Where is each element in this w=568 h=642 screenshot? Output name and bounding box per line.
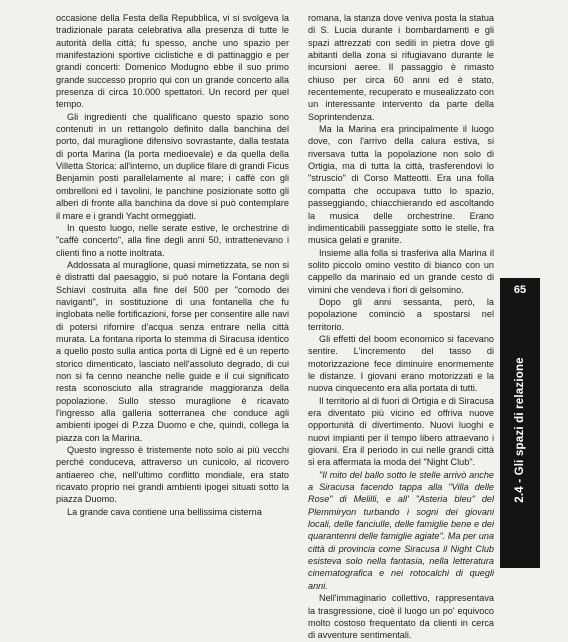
paragraph: Nell'immaginario collettivo, rappresentava la trasgressione, cioè il luogo un po' equivoco molto costoso frequentato da clienti in cerca di avventure sentimentali. bbox=[308, 593, 494, 641]
paragraph: Insieme alla folla si trasferiva alla Marina il solito piccolo omino vestito di bianco con un cappello da marinaio ed un grande cesto di vimini che vendeva i fiori di gelsomino. bbox=[308, 247, 494, 295]
quote-paragraph: "Il mito del ballo sotto le stelle arrivò anche a Siracusa facendo tappa alla "Villa delle Rose" di Melilli, e all' "Asteria bleu" del Plemmiryon turbando i sogni dei giovani locali, delle fanciulle, delle famiglie bene e dei quarantenni delle famiglie agiate". Ma per una città di provincia come Siracusa il Night Club esisteva solo nella fantasia, nella letteratura cinematografica e nei rotocalchi di quegli anni. bbox=[308, 469, 494, 591]
paragraph: Ma la Marina era principalmente il luogo dove, con l'arrivo della calura estiva, si riversava tutta la popolazione non solo di Ortigia, ma di tutta la città, trasferendovi lo "struscio" di Corso Matteotti. Era una folla compatta che occupava tutto lo spazio, passeggiando, chiacchierando ed ascoltando la musica delle orchestrine. Erano indimenticabili passeggiate sotto le stelle, fra musica gelati e granite. bbox=[308, 124, 494, 246]
paragraph: Addossata al muraglione, quasi mimetizzata, se non si è distratti dal paesaggio, si può notare la Fontana degli Schiavi costruita alla fine del 500 per "comodo dei naviganti", in sostituzione di una fontanella che fu inglobata nelle fortificazioni, forse per consentire alle navi di potersi rifornire d'acqua senza entrare nella città murata. La fontana riporta lo stemma di Siracusa identico a quello posto sulla antica porta di Lignè ed è un reperto storico dimenticato, lasciato nell'assoluto degrado, di cui non si fa cenno neanche nelle guide e il cui significato resta sconosciuto alla stragrande maggioranza della popolazione. Sullo stesso muraglione è ricavato l'ingresso alla galleria sotterranea che conduce agli ambienti ipogei di P.zza Duomo e che, quindi, collega la piazza con la Marina. bbox=[56, 259, 289, 443]
page-number: 65 bbox=[513, 284, 527, 296]
paragraph: Gli ingredienti che qualificano questo spazio sono contenuti in un rettangolo definito dalla banchina del porto, dal muraglione difensivo sovrastante, dalla testata di porta Marina (la porta medioevale) e da quella della Villetta Storica: all'interno, un duplice filare di grandi Ficus Benjamin posti parallelamente al mare; i caffè con gli ombrelloni ed i tavolini, le panchine posizionate sotto gli alberi di fronte alla banchina da dove si può contemplare il mare e i grandi Yacht ormeggiati. bbox=[56, 111, 289, 221]
paragraph: La grande cava contiene una bellissima cisterna bbox=[67, 506, 262, 517]
right-text-column bbox=[308, 12, 494, 642]
paragraph: In questo luogo, nelle serate estive, le orchestrine di "caffè concerto", alla fine degli anni 50, intrattenevano i clienti fino a notte inoltrata. bbox=[56, 222, 289, 258]
left-text-column bbox=[56, 12, 289, 518]
paragraph: Gli effetti del boom economico si facevano sentire. L'incremento del tasso di motorizzazione fece diminuire enormemente le distanze. I giovani erano motorizzati e la nuova cinquecento era alla portata di tutti. bbox=[308, 333, 494, 394]
paragraph: romana, la stanza dove veniva posta la statua di S. Lucia durante i bombardamenti e gli spazi attrezzati con sedili in pietra dove gli abitanti della zona si rifugiavano durante le incursioni aeree. Il passaggio è rimasto chiuso per circa 60 anni ed è stato, recentemente, recuperato e musealizzato con un interessante intervento da parte della Soprintendenza. bbox=[308, 13, 494, 122]
paragraph: Questo ingresso è tristemente noto solo ai più vecchi perché conduceva, attraverso un cunicolo, al ricovero antiaereo che, nell'ultimo conflitto mondiale, era stato ricavato proprio nei grandi ambienti ipogei situati sotto la piazza Duomo. bbox=[56, 445, 289, 505]
paragraph: Dopo gli anni sessanta, però, la popolazione cominciò a spostarsi nel territorio. bbox=[308, 296, 494, 332]
paragraph: Il territorio al di fuori di Ortigia e di Siracusa era diventato più vicino ed offriva nuove opportunità di divertimento. Nuovi luoghi e nuovi impianti per il tempo libero attraevano i giovani. Era il periodo in cui nelle grandi città si era affermata la moda del "Night Club". bbox=[308, 395, 494, 468]
section-title: 2.4 - Gli spazi di relazione bbox=[514, 357, 526, 503]
paragraph: occasione della Festa della Repubblica, vi si svolgeva la tradizionale parata celebrativa alla presenza di tutte le autorità della città; fu spesso, anche uno spazio per manifestazioni sportive ciclistiche e di pattinaggio e per grandi concerti: Domenico Modugno ebbe il suo primo grande successo proprio qui con un grande concerto alla presenza di circa 10.000 spettatori. Un record per quel tempo. bbox=[56, 13, 289, 110]
